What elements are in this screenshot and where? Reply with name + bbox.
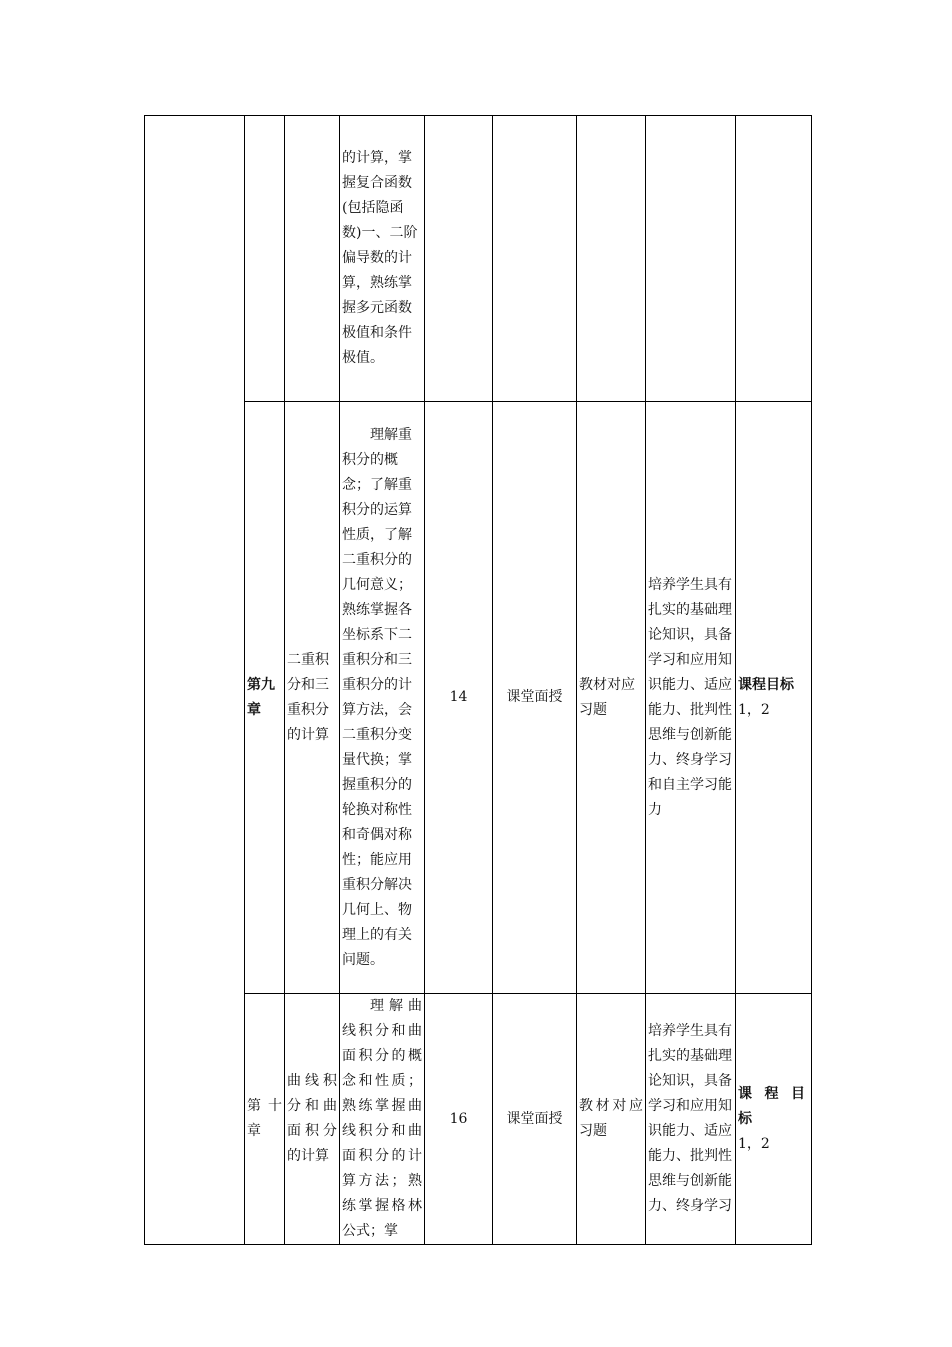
table-row: [145, 116, 812, 402]
ability-cell: 培养学生具有扎实的基础理论知识，具备学习和应用知识能力、适应能力、批判性思维与创新能力、终身学习: [646, 994, 736, 1245]
objective-cell: [736, 116, 812, 402]
objective-numbers: 1，2: [738, 1135, 770, 1152]
content-cell: [340, 402, 425, 994]
homework-cell: 教材对应习题: [577, 994, 646, 1245]
objective-label: 课程目标: [738, 1085, 809, 1127]
objective-cell: [736, 994, 812, 1245]
chapter-cell: 第九章: [245, 402, 285, 994]
section-cell: [145, 116, 245, 1245]
content-cell: [340, 994, 425, 1245]
content-cell: 的计算，掌握复合函数(包括隐函数)一、二阶偏导数的计算，熟练掌握多元函数极值和条件极值。: [340, 116, 425, 402]
table-row: [145, 402, 812, 994]
syllabus-table: [144, 115, 812, 1245]
homework-cell: 教材对应习题: [577, 402, 646, 994]
content-text: 理解曲线积分和曲面积分的概念和性质；熟练掌握曲线积分和曲面积分的计算方法；熟练掌握格林公式；掌: [342, 998, 422, 1239]
chapter-cell: [245, 116, 285, 402]
objective-numbers: 1，2: [738, 701, 770, 718]
ability-cell: 培养学生具有扎实的基础理论知识，具备学习和应用知识能力、适应能力、批判性思维与创新能力、终身学习和自主学习能力: [646, 402, 736, 994]
topic-cell: 二重积分和三重积分的计算: [285, 402, 340, 994]
method-cell: 课堂面授: [493, 402, 577, 994]
table-row: [145, 994, 812, 1245]
hours-cell: [425, 116, 493, 402]
objective-label: 课程目标: [738, 676, 794, 693]
topic-cell: 曲线积分和曲面积分的计算: [285, 994, 340, 1245]
objective-cell: [736, 402, 812, 994]
topic-cell: [285, 116, 340, 402]
ability-cell: [646, 116, 736, 402]
method-cell: 课堂面授: [493, 994, 577, 1245]
hours-cell: 16: [425, 994, 493, 1245]
hours-cell: 14: [425, 402, 493, 994]
method-cell: [493, 116, 577, 402]
chapter-cell: 第十章: [245, 994, 285, 1245]
content-text: 理解重积分的概念；了解重积分的运算性质，了解二重积分的几何意义；熟练掌握各坐标系下二重积分和三重积分的计算方法，会二重积分变量代换；掌握重积分的轮换对称性和奇偶对称性；能应用重积分解决几何上、物理上的有关问题。: [342, 426, 412, 968]
homework-cell: [577, 116, 646, 402]
